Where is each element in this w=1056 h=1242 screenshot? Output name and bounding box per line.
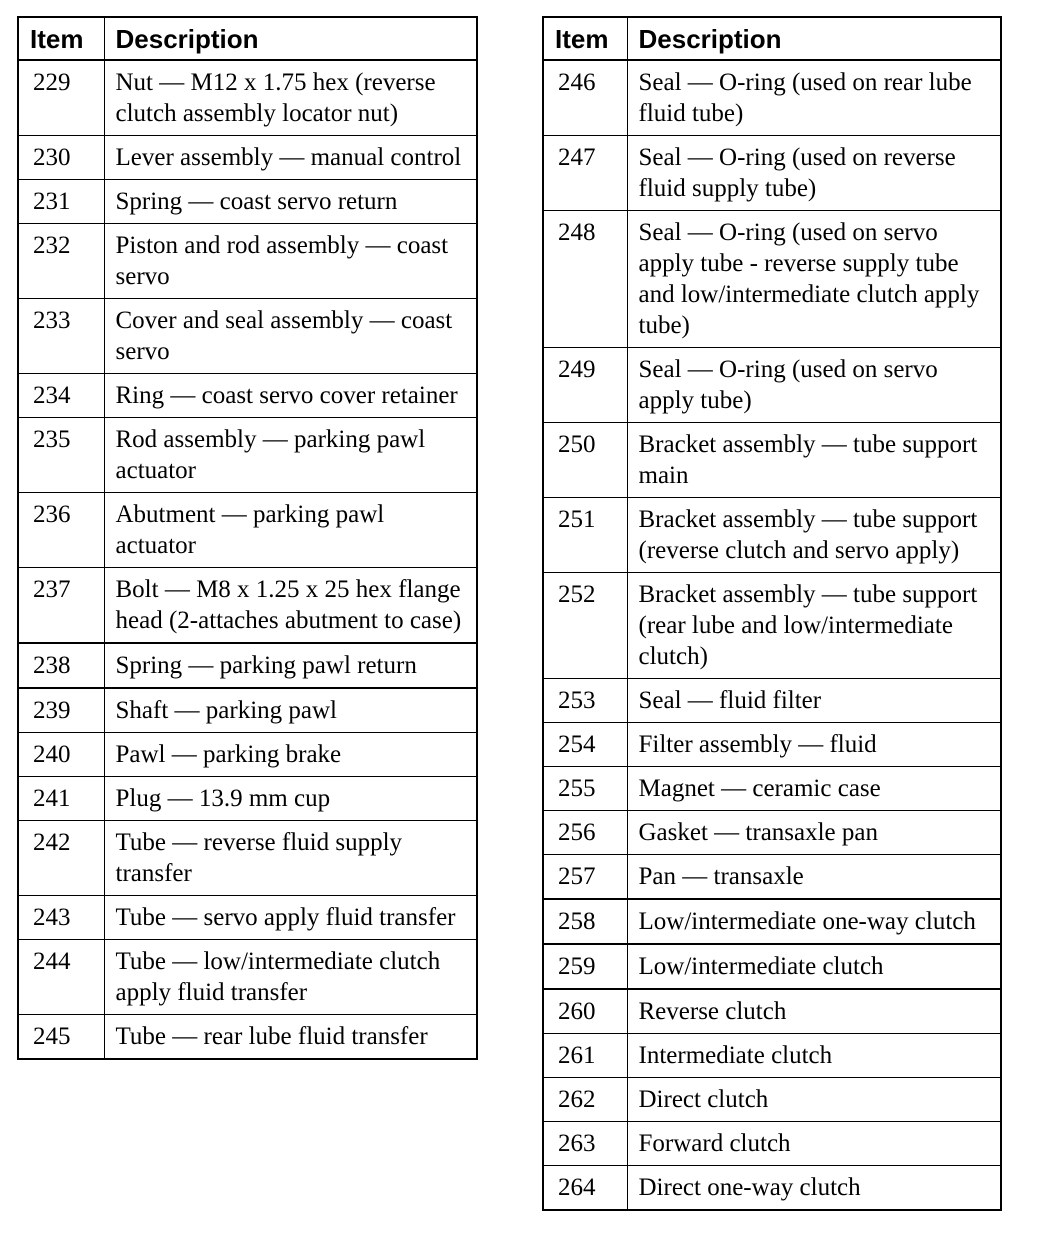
item-number: 255 <box>543 767 627 811</box>
item-description: Shaft — parking pawl <box>104 688 477 733</box>
item-number: 250 <box>543 423 627 498</box>
table-row <box>18 688 477 733</box>
item-number: 259 <box>543 944 627 989</box>
item-description: Lever assembly — manual control <box>104 136 477 180</box>
table-row <box>543 211 1001 348</box>
item-description: Reverse clutch <box>627 989 1001 1034</box>
item-description: Seal — O-ring (used on servo apply tube - reverse supply tube and low/intermediate clutch apply tube) <box>627 211 1001 348</box>
item-number: 261 <box>543 1034 627 1078</box>
table-row <box>543 60 1001 136</box>
table-row <box>543 989 1001 1034</box>
item-description: Bolt — M8 x 1.25 x 25 hex flange head (2-attaches abutment to case) <box>104 568 477 644</box>
table-row <box>18 568 477 644</box>
item-description: Plug — 13.9 mm cup <box>104 777 477 821</box>
table-row <box>18 136 477 180</box>
table-row <box>18 821 477 896</box>
item-description: Nut — M12 x 1.75 hex (reverse clutch assembly locator nut) <box>104 60 477 136</box>
item-description: Tube — rear lube fluid transfer <box>104 1015 477 1060</box>
item-description: Cover and seal assembly — coast servo <box>104 299 477 374</box>
item-number: 247 <box>543 136 627 211</box>
parts-table-right <box>542 16 1002 1211</box>
table-row <box>18 180 477 224</box>
item-number: 262 <box>543 1078 627 1122</box>
table-row <box>543 899 1001 944</box>
item-description: Spring — coast servo return <box>104 180 477 224</box>
item-number: 232 <box>18 224 104 299</box>
description-column-header: Description <box>627 17 1001 60</box>
table-row <box>543 855 1001 900</box>
item-number: 233 <box>18 299 104 374</box>
item-number: 230 <box>18 136 104 180</box>
table-row <box>543 723 1001 767</box>
item-number: 260 <box>543 989 627 1034</box>
item-number: 236 <box>18 493 104 568</box>
table-row <box>543 1078 1001 1122</box>
item-description: Seal — O-ring (used on reverse fluid supply tube) <box>627 136 1001 211</box>
item-number: 256 <box>543 811 627 855</box>
table-row <box>543 1122 1001 1166</box>
item-column-header: Item <box>543 17 627 60</box>
table-row <box>543 348 1001 423</box>
item-number: 248 <box>543 211 627 348</box>
item-number: 239 <box>18 688 104 733</box>
table-row <box>18 1015 477 1060</box>
item-description: Low/intermediate one-way clutch <box>627 899 1001 944</box>
table-row <box>18 733 477 777</box>
item-description: Bracket assembly — tube support (reverse clutch and servo apply) <box>627 498 1001 573</box>
item-number: 242 <box>18 821 104 896</box>
header-row <box>18 17 477 60</box>
table-row <box>543 944 1001 989</box>
item-description: Seal — O-ring (used on servo apply tube) <box>627 348 1001 423</box>
item-number: 257 <box>543 855 627 900</box>
item-description: Ring — coast servo cover retainer <box>104 374 477 418</box>
table-row <box>543 767 1001 811</box>
item-number: 235 <box>18 418 104 493</box>
item-number: 238 <box>18 643 104 688</box>
item-description: Tube — reverse fluid supply transfer <box>104 821 477 896</box>
item-description: Intermediate clutch <box>627 1034 1001 1078</box>
item-number: 254 <box>543 723 627 767</box>
table-row <box>18 224 477 299</box>
table-row <box>543 1166 1001 1211</box>
item-description: Bracket assembly — tube support (rear lube and low/intermediate clutch) <box>627 573 1001 679</box>
item-description: Tube — servo apply fluid transfer <box>104 896 477 940</box>
table-row <box>18 777 477 821</box>
item-number: 258 <box>543 899 627 944</box>
item-number: 253 <box>543 679 627 723</box>
item-description: Low/intermediate clutch <box>627 944 1001 989</box>
item-description: Pawl — parking brake <box>104 733 477 777</box>
item-number: 252 <box>543 573 627 679</box>
table-row <box>18 896 477 940</box>
item-number: 249 <box>543 348 627 423</box>
table-row <box>543 573 1001 679</box>
item-description: Abutment — parking pawl actuator <box>104 493 477 568</box>
item-description: Spring — parking pawl return <box>104 643 477 688</box>
table-row <box>18 374 477 418</box>
item-number: 231 <box>18 180 104 224</box>
table-row <box>543 136 1001 211</box>
item-description: Magnet — ceramic case <box>627 767 1001 811</box>
item-description: Direct one-way clutch <box>627 1166 1001 1211</box>
table-row <box>18 299 477 374</box>
item-column-header: Item <box>18 17 104 60</box>
table-row <box>543 1034 1001 1078</box>
item-number: 240 <box>18 733 104 777</box>
header-row <box>543 17 1001 60</box>
table-row <box>18 493 477 568</box>
item-number: 246 <box>543 60 627 136</box>
item-number: 237 <box>18 568 104 644</box>
item-description: Rod assembly — parking pawl actuator <box>104 418 477 493</box>
table-row <box>543 679 1001 723</box>
item-description: Bracket assembly — tube support main <box>627 423 1001 498</box>
table-row <box>18 643 477 688</box>
item-description: Seal — fluid filter <box>627 679 1001 723</box>
table-row <box>543 811 1001 855</box>
item-description: Forward clutch <box>627 1122 1001 1166</box>
item-description: Piston and rod assembly — coast servo <box>104 224 477 299</box>
table-row <box>18 418 477 493</box>
item-number: 244 <box>18 940 104 1015</box>
table-row <box>543 498 1001 573</box>
item-description: Direct clutch <box>627 1078 1001 1122</box>
description-column-header: Description <box>104 17 477 60</box>
parts-table-left <box>17 16 478 1060</box>
table-row <box>18 940 477 1015</box>
table-row <box>543 423 1001 498</box>
item-description: Seal — O-ring (used on rear lube fluid tube) <box>627 60 1001 136</box>
item-number: 243 <box>18 896 104 940</box>
item-description: Pan — transaxle <box>627 855 1001 900</box>
item-number: 264 <box>543 1166 627 1211</box>
item-number: 229 <box>18 60 104 136</box>
item-number: 241 <box>18 777 104 821</box>
item-description: Gasket — transaxle pan <box>627 811 1001 855</box>
item-number: 251 <box>543 498 627 573</box>
item-number: 263 <box>543 1122 627 1166</box>
item-number: 245 <box>18 1015 104 1060</box>
table-row <box>18 60 477 136</box>
item-number: 234 <box>18 374 104 418</box>
item-description: Filter assembly — fluid <box>627 723 1001 767</box>
item-description: Tube — low/intermediate clutch apply fluid transfer <box>104 940 477 1015</box>
